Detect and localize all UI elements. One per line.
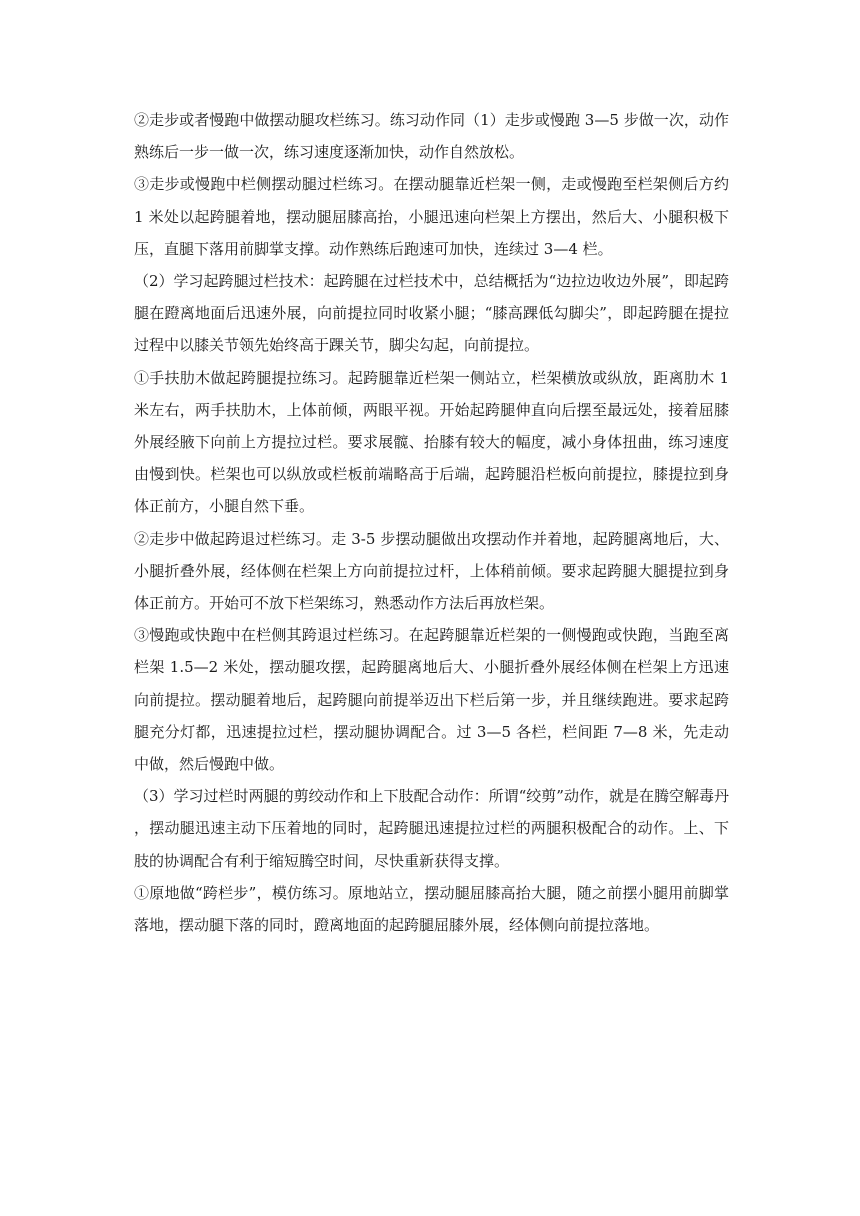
paragraph-side-lead-leg-drill: ③走步或慢跑中栏侧摆动腿过栏练习。在摆动腿靠近栏架一侧，走或慢跑至栏架侧后方约 1 米处以起跨腿着地，摆动腿屈膝高抬，小腿迅速向栏架上方摆出，然后大、小腿积极下压，直腿下落用前脚掌支撑。动作熟练后跑速可加快，连续过 3—4 栏。 — [134, 175, 729, 258]
paragraph-walk-attack-drill: ②走步或者慢跑中做摆动腿攻栏练习。练习动作同（1）走步或慢跑 3—5 步做一次，动作熟练后一步一做一次，练习速度逐渐加快，动作自然放松。 — [134, 111, 729, 162]
paragraph-walking-trail-leg-drill: ②走步中做起跨退过栏练习。走 3-5 步摆动腿做出攻摆动作并着地，起跨腿离地后，大、小腿折叠外展，经体侧在栏架上方向前提拉过杆，上体稍前倾。要求起跨腿大腿提拉到身体正前方。开始可不放下栏架练习，熟悉动作方法后再放栏架。 — [134, 529, 729, 613]
paragraph-running-trail-leg-drill: ③慢跑或快跑中在栏侧其跨退过栏练习。在起跨腿靠近栏架的一侧慢跑或快跑，当跑至离栏架 1.5—2 米处，摆动腿攻摆，起跨腿离地后大、小腿折叠外展经体侧在栏架上方迅速向前提拉。摆动腿着地后，起跨腿向前提举迈出下栏后第一步，并且继续跑进。要求起跨腿充分灯都，迅速提拉过栏，摆动腿协调配合。过 3—5 各栏，栏间距 7—8 米，先走动中做，然后慢跑中做。 — [134, 626, 729, 774]
paragraph-trail-leg-technique: （2）学习起跨腿过栏技术：起跨腿在过栏技术中，总结概括为“边拉边收边外展”，即起跨腿在蹬离地面后迅速外展，向前提拉同时收紧小腿；“膝高踝低勾脚尖”，即起跨腿在提拉过程中以膝关节领先始终高于踝关节，脚尖勾起，向前提拉。 — [134, 272, 729, 355]
paragraph-hurdle-step-drill: ①原地做“跨栏步”，模仿练习。原地站立，摆动腿屈膝高抬大腿，随之前摆小腿用前脚掌落地，摆动腿下落的同时，蹬离地面的起跨腿屈膝外展，经体侧向前提拉落地。 — [134, 883, 729, 935]
paragraph-scissor-action: （3）学习过栏时两腿的剪绞动作和上下肢配合动作：所谓“绞剪”动作，就是在腾空解毒丹，摆动腿迅速主动下压着地的同时，起跨腿迅速提拉过栏的两腿积极配合的动作。上、下肢的协调配合有利于缩短腾空时间，尽快重新获得支撑。 — [134, 787, 729, 870]
document-body — [134, 104, 729, 941]
paragraph-wall-bar-drill: ①手扶肋木做起跨腿提拉练习。起跨腿靠近栏架一侧站立，栏架横放或纵放，距离肋木 1 米左右，两手扶肋木，上体前倾，两眼平视。开始起跨腿伸直向后摆至最远处，接着屈膝外展经腋下向前上方提拉过栏。要求展髋、抬膝有较大的幅度，减小身体扭曲，练习速度由慢到快。栏架也可以纵放或栏板前端略高于后端，起跨腿沿栏板向前提拉，膝提拉到身体正前方，小腿自然下垂。 — [134, 368, 729, 516]
